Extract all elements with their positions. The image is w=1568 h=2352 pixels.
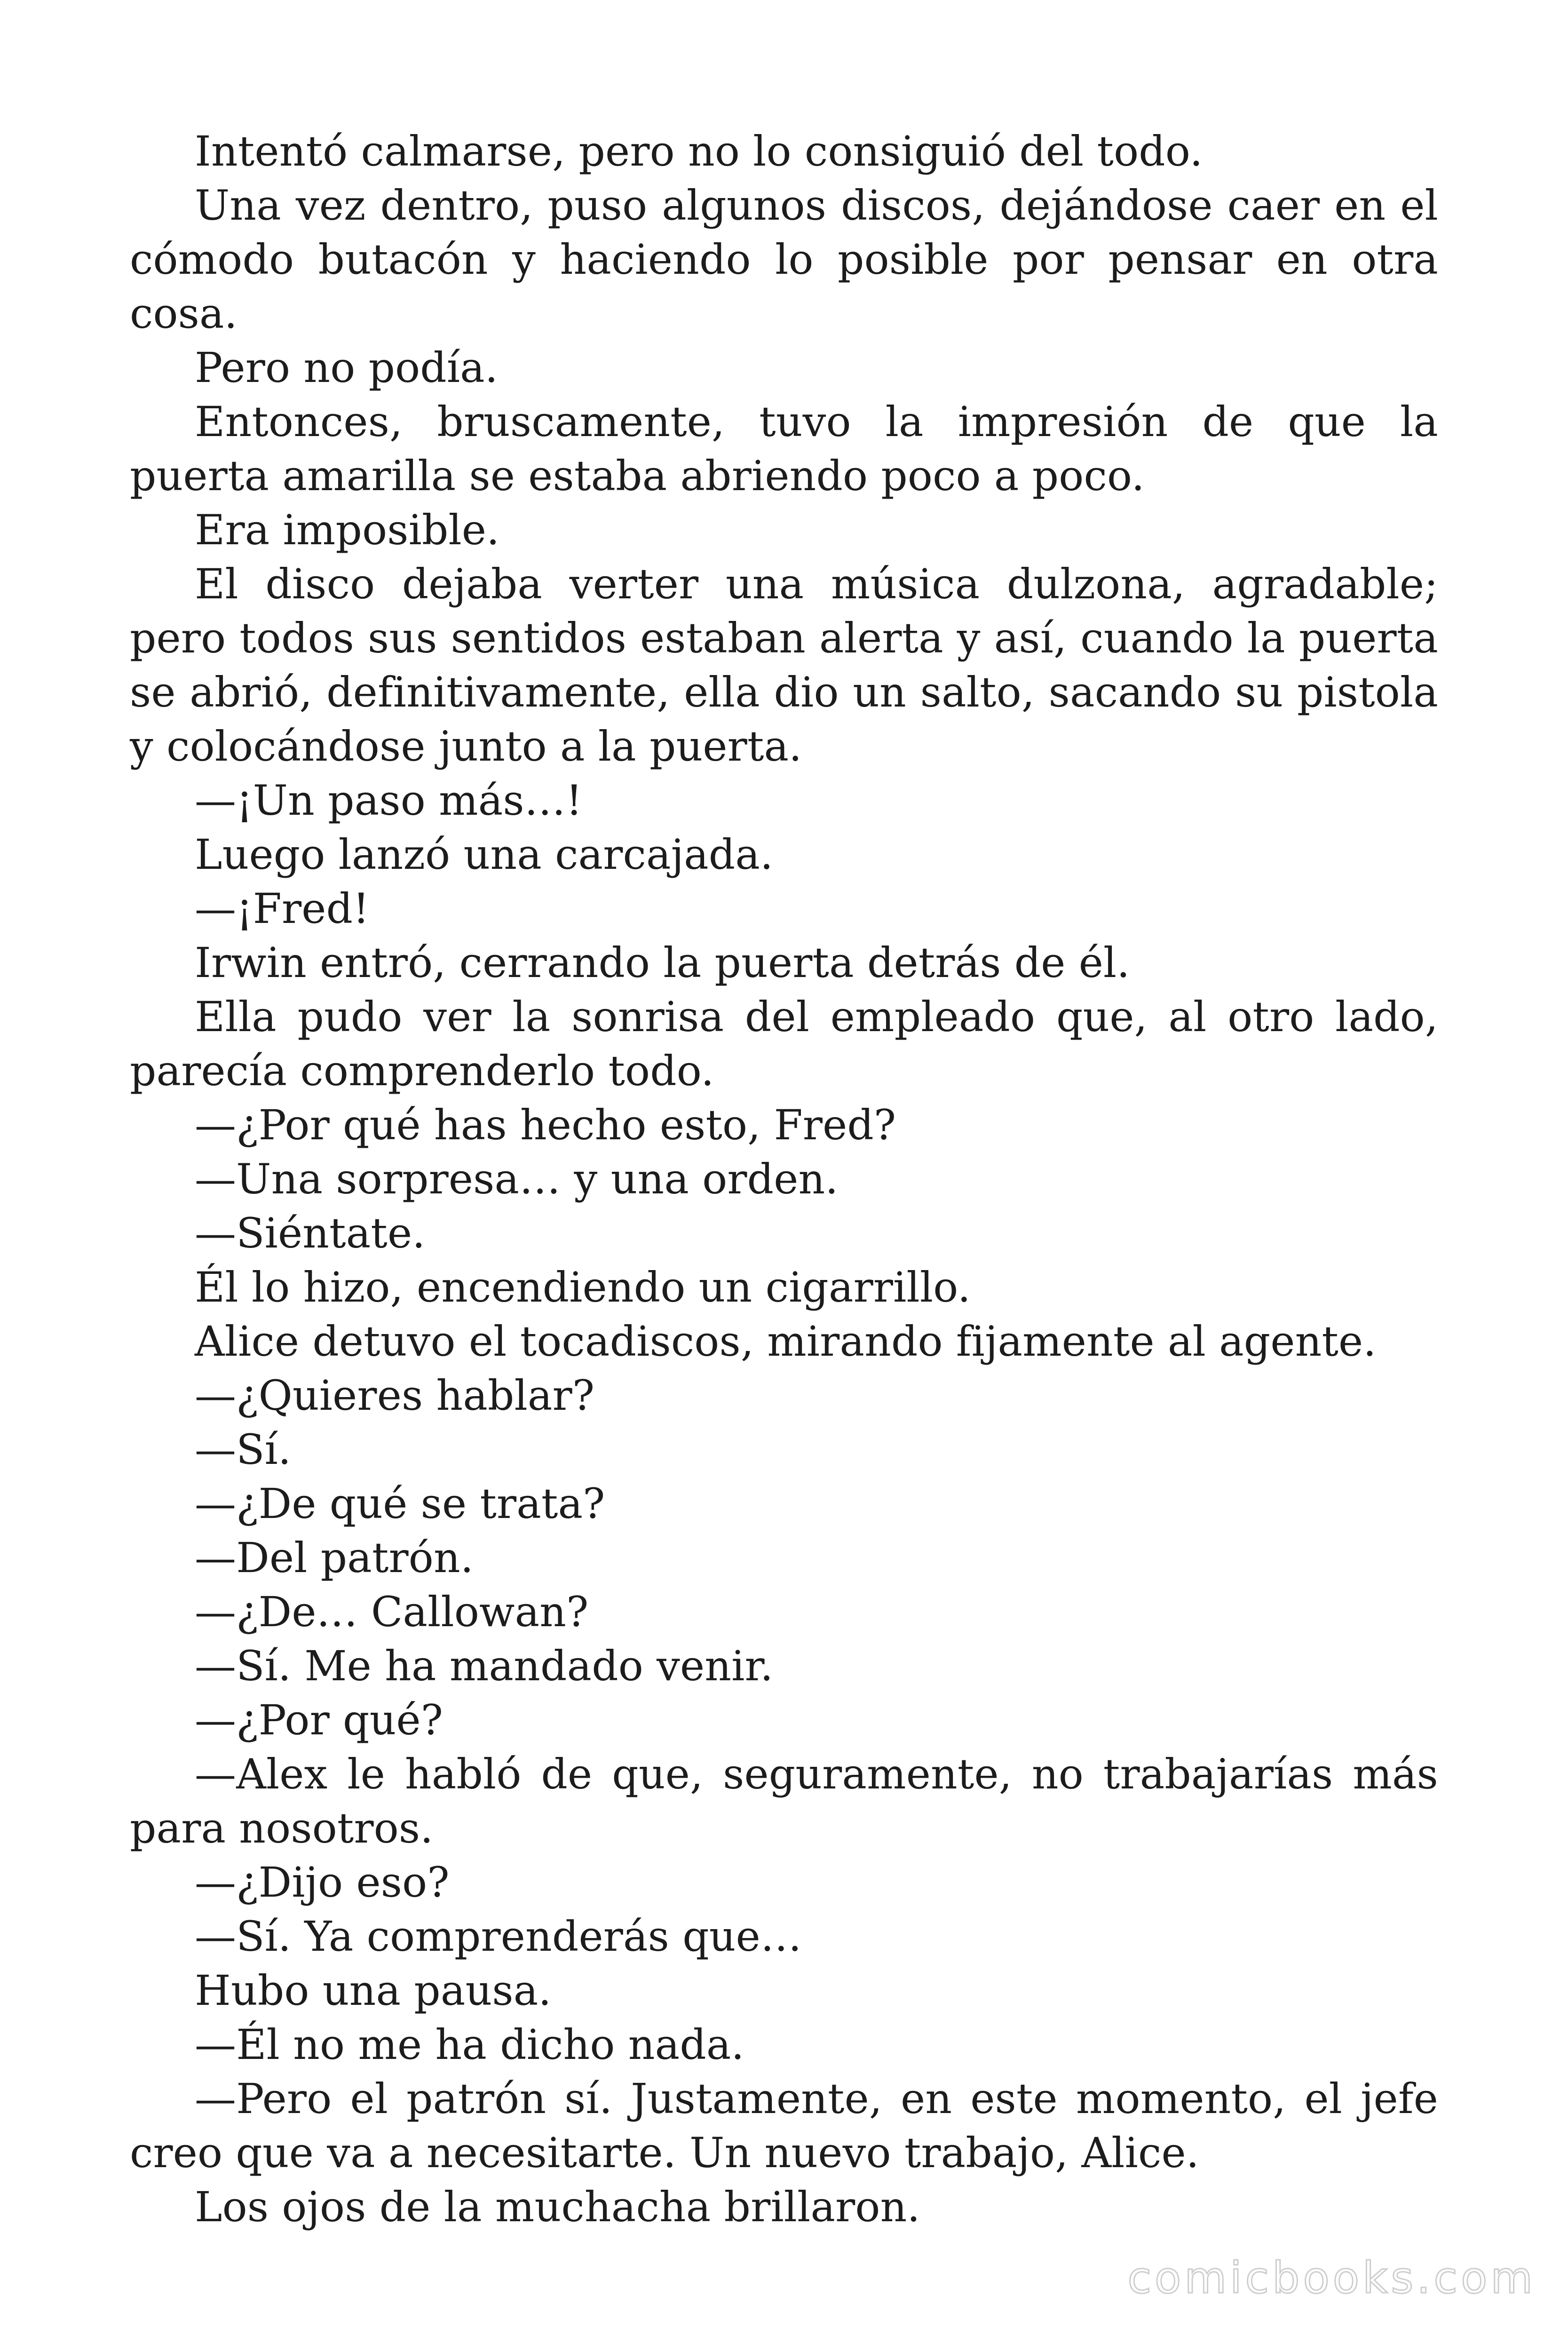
paragraph: Ella pudo ver la sonrisa del empleado que, al otro lado, parecía comprenderlo todo. [130,993,1438,1095]
paragraph: —¡Fred! [195,884,370,933]
paragraph: —¿De qué se trata? [195,1479,605,1528]
paragraph: Hubo una pausa. [195,1966,552,2015]
paragraph: —Pero el patrón sí. Justamente, en este momento, el jefe creo que va a necesitarte. Un nuevo trabajo, Alice. [130,2074,1438,2177]
paragraph: Irwin entró, cerrando la puerta detrás de él. [195,938,1130,987]
paragraph: Los ojos de la muchacha brillaron. [195,2183,920,2231]
paragraph: —¿De… Callowan? [195,1588,589,1636]
paragraph: —¿Dijo eso? [195,1858,450,1907]
paragraph: Intentó calmarse, pero no lo consiguió del todo. [195,127,1203,175]
paragraph: Pero no podía. [195,343,499,392]
watermark: comicbooks.com [1127,2253,1536,2303]
paragraph: —¿Por qué has hecho esto, Fred? [195,1101,896,1149]
paragraph: —Él no me ha dicho nada. [195,2020,744,2069]
paragraph: Luego lanzó una carcajada. [195,830,774,879]
paragraph: —Sí. [195,1425,292,1474]
paragraph: —Alex le habló de que, seguramente, no trabajarías más para nosotros. [130,1750,1438,1852]
paragraph: Era imposible. [195,506,500,554]
paragraph: Él lo hizo, encendiendo un cigarrillo. [195,1263,971,1311]
paragraph: —¡Un paso más…! [195,776,583,825]
paragraph: Alice detuvo el tocadiscos, mirando fijamente al agente. [195,1317,1377,1366]
paragraph: —Del patrón. [195,1534,474,1582]
paragraph: —Sí. Ya comprenderás que… [195,1912,802,1961]
paragraph: Una vez dentro, puso algunos discos, dejándose caer en el cómodo butacón y haciendo lo posible por pensar en otra cosa. [130,181,1438,338]
page-body [130,124,1438,2234]
paragraph: —¿Quieres hablar? [195,1371,595,1420]
paragraph: —¿Por qué? [195,1696,443,1744]
paragraph: —Una sorpresa… y una orden. [195,1155,839,1203]
paragraph: Entonces, bruscamente, tuvo la impresión de que la puerta amarilla se estaba abriendo poco a poco. [130,397,1438,500]
paragraph: —Sí. Me ha mandado venir. [195,1642,774,1690]
paragraph: —Siéntate. [195,1209,426,1257]
paragraph: El disco dejaba verter una música dulzona, agradable; pero todos sus sentidos estaban alerta y así, cuando la puerta se abrió, definitivamente, ella dio un salto, sacando su pistola y colocándose junto a la puerta. [130,560,1438,771]
